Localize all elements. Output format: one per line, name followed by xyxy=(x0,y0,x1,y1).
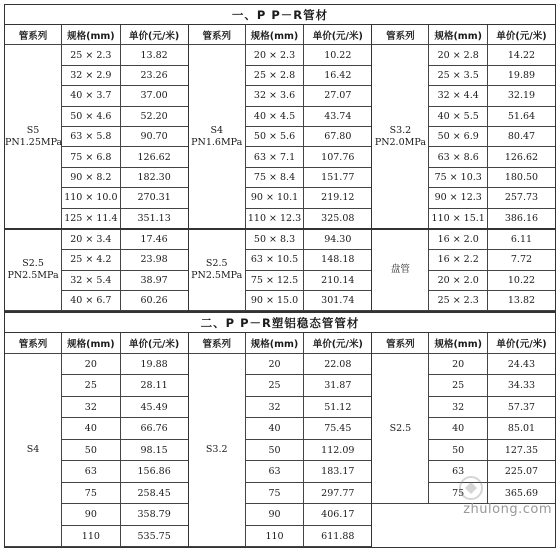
spec-cell: 40 xyxy=(62,418,120,440)
price-cell: 225.07 xyxy=(487,461,555,483)
spec-cell: 40 × 5.5 xyxy=(429,106,487,126)
column-header: 单价(元/米) xyxy=(487,333,555,353)
spec-cell: 25 × 3.5 xyxy=(429,65,487,85)
price-cell: 183.17 xyxy=(304,461,372,483)
spec-cell: 20 × 3.4 xyxy=(62,229,120,250)
price-cell: 23.98 xyxy=(120,250,188,270)
spec-cell: 75 × 12.5 xyxy=(245,270,303,290)
table-row xyxy=(372,353,555,375)
table-row xyxy=(189,229,372,250)
table-row xyxy=(189,45,372,65)
column-header: 单价(元/米) xyxy=(304,25,372,45)
spec-cell: 25 xyxy=(245,375,303,397)
spec-cell: 63 xyxy=(245,461,303,483)
spec-cell: 90 × 8.2 xyxy=(62,167,120,187)
price-table xyxy=(189,333,372,547)
price-cell: 325.08 xyxy=(304,208,372,229)
spec-cell: 63 xyxy=(62,461,120,483)
price-cell: 126.62 xyxy=(120,147,188,167)
series-cell: S3.2 PN2.0MPa xyxy=(372,45,429,229)
price-cell: 180.50 xyxy=(487,167,555,187)
price-cell: 27.07 xyxy=(304,86,372,106)
price-cell: 386.16 xyxy=(487,208,555,229)
spec-cell: 63 × 10.5 xyxy=(245,250,303,270)
price-cell: 51.12 xyxy=(304,396,372,418)
price-cell: 37.00 xyxy=(120,86,188,106)
price-cell: 94.30 xyxy=(304,229,372,250)
column-header: 管系列 xyxy=(5,25,62,45)
spec-cell: 50 × 4.6 xyxy=(62,106,120,126)
spec-cell: 20 xyxy=(62,353,120,375)
table-row xyxy=(372,229,555,250)
price-cell: 19.88 xyxy=(120,353,188,375)
price-table-row xyxy=(4,24,556,312)
price-cell: 31.87 xyxy=(304,375,372,397)
column-header: 规格(mm) xyxy=(245,333,303,353)
price-cell: 22.08 xyxy=(304,353,372,375)
spec-cell: 90 × 12.3 xyxy=(429,188,487,208)
price-cell: 66.76 xyxy=(120,418,188,440)
table-row xyxy=(5,45,188,65)
spec-cell: 90 xyxy=(62,504,120,526)
spec-cell: 63 × 7.1 xyxy=(245,147,303,167)
watermark-logo-icon xyxy=(456,473,546,503)
price-cell: 23.26 xyxy=(120,65,188,85)
spec-cell: 75 xyxy=(62,482,120,504)
spec-cell: 20 × 2.3 xyxy=(245,45,303,65)
section-pp-r-pipes xyxy=(4,4,556,312)
price-cell: 19.89 xyxy=(487,65,555,85)
column-header: 单价(元/米) xyxy=(304,333,372,353)
spec-cell: 40 × 6.7 xyxy=(62,291,120,311)
price-cell: 358.79 xyxy=(120,504,188,526)
spec-cell: 32 xyxy=(62,396,120,418)
spec-cell: 110 xyxy=(62,525,120,547)
price-cell: 611.88 xyxy=(304,525,372,547)
series-cell: S5 PN1.25MPa xyxy=(5,45,62,229)
spec-cell: 63 xyxy=(429,461,487,483)
price-cell: 7.72 xyxy=(487,250,555,270)
price-cell: 52.20 xyxy=(120,106,188,126)
spec-cell: 25 × 2.3 xyxy=(62,45,120,65)
price-cell: 14.22 xyxy=(487,45,555,65)
spec-cell: 50 × 5.6 xyxy=(245,126,303,146)
watermark-text: zhulong.com xyxy=(463,502,552,517)
series-cell: 盘管 xyxy=(372,229,429,311)
price-table xyxy=(5,25,188,311)
price-cell: 10.22 xyxy=(304,45,372,65)
price-cell: 80.47 xyxy=(487,126,555,146)
spec-cell: 40 × 4.5 xyxy=(245,106,303,126)
price-table xyxy=(372,25,555,311)
spec-cell: 32 xyxy=(429,396,487,418)
spec-cell: 16 × 2.0 xyxy=(429,229,487,250)
spec-cell: 125 × 11.4 xyxy=(62,208,120,229)
spec-cell: 50 × 6.9 xyxy=(429,126,487,146)
spec-cell: 20 × 2.8 xyxy=(429,45,487,65)
price-cell: 351.13 xyxy=(120,208,188,229)
column-header: 管系列 xyxy=(189,25,246,45)
spec-cell: 40 xyxy=(429,418,487,440)
price-cell: 24.43 xyxy=(487,353,555,375)
spec-cell: 25 × 2.3 xyxy=(429,291,487,311)
spec-cell: 25 xyxy=(429,375,487,397)
price-cell: 13.82 xyxy=(487,291,555,311)
table-row xyxy=(5,229,188,250)
price-cell: 43.74 xyxy=(304,106,372,126)
spec-cell: 110 × 12.3 xyxy=(245,208,303,229)
spec-cell: 50 xyxy=(245,439,303,461)
price-cell: 107.76 xyxy=(304,147,372,167)
price-cell: 148.18 xyxy=(304,250,372,270)
column-header: 规格(mm) xyxy=(429,25,487,45)
price-cell: 67.80 xyxy=(304,126,372,146)
price-cell: 365.69 xyxy=(487,482,555,504)
price-cell: 85.01 xyxy=(487,418,555,440)
spec-cell: 32 × 3.6 xyxy=(245,86,303,106)
column-header: 单价(元/米) xyxy=(120,25,188,45)
column-header: 规格(mm) xyxy=(62,333,120,353)
price-cell: 90.70 xyxy=(120,126,188,146)
spec-cell: 50 × 8.3 xyxy=(245,229,303,250)
spec-cell: 90 xyxy=(245,504,303,526)
series-cell: S4 PN1.6MPa xyxy=(189,45,246,229)
spec-cell: 63 × 5.8 xyxy=(62,126,120,146)
spec-cell: 110 xyxy=(245,525,303,547)
spec-cell: 40 xyxy=(245,418,303,440)
section-title: 一、P P－R管材 xyxy=(4,4,556,24)
price-cell: 10.22 xyxy=(487,270,555,290)
price-cell: 57.37 xyxy=(487,396,555,418)
spec-cell: 25 xyxy=(62,375,120,397)
price-cell: 32.19 xyxy=(487,86,555,106)
price-cell: 98.15 xyxy=(120,439,188,461)
spec-cell: 110 × 15.1 xyxy=(429,208,487,229)
price-cell: 182.30 xyxy=(120,167,188,187)
table-row xyxy=(5,353,188,375)
price-cell: 258.45 xyxy=(120,482,188,504)
price-cell: 406.17 xyxy=(304,504,372,526)
price-table xyxy=(189,25,372,311)
column-header: 管系列 xyxy=(372,333,429,353)
column-header: 单价(元/米) xyxy=(487,25,555,45)
price-cell: 75.45 xyxy=(304,418,372,440)
table-row xyxy=(372,45,555,65)
price-table xyxy=(5,333,188,547)
price-cell: 535.75 xyxy=(120,525,188,547)
price-column-2 xyxy=(189,25,373,311)
section-title: 二、P P－R塑铝稳态管管材 xyxy=(4,312,556,332)
spec-cell: 90 × 15.0 xyxy=(245,291,303,311)
spec-cell: 20 xyxy=(245,353,303,375)
spec-cell: 20 × 2.0 xyxy=(429,270,487,290)
spec-cell: 32 × 2.9 xyxy=(62,65,120,85)
price-cell: 257.73 xyxy=(487,188,555,208)
spec-cell: 75 xyxy=(429,482,487,504)
spec-cell: 75 × 8.4 xyxy=(245,167,303,187)
series-cell: S2.5 PN2.5MPa xyxy=(5,229,62,311)
price-column-3 xyxy=(372,25,555,311)
price-cell: 126.62 xyxy=(487,147,555,167)
price-column-2 xyxy=(189,333,373,547)
price-cell: 151.77 xyxy=(304,167,372,187)
series-cell: S3.2 xyxy=(189,353,246,547)
column-header: 管系列 xyxy=(5,333,62,353)
spec-cell: 32 × 4.4 xyxy=(429,86,487,106)
spec-cell: 16 × 2.2 xyxy=(429,250,487,270)
spec-cell: 90 × 10.1 xyxy=(245,188,303,208)
column-header: 规格(mm) xyxy=(245,25,303,45)
price-cell: 210.14 xyxy=(304,270,372,290)
price-cell: 297.77 xyxy=(304,482,372,504)
column-header: 规格(mm) xyxy=(429,333,487,353)
price-cell: 219.12 xyxy=(304,188,372,208)
price-cell: 6.11 xyxy=(487,229,555,250)
column-header: 管系列 xyxy=(189,333,246,353)
column-header: 管系列 xyxy=(372,25,429,45)
price-cell: 28.11 xyxy=(120,375,188,397)
price-column-1 xyxy=(5,25,189,311)
column-header: 规格(mm) xyxy=(62,25,120,45)
spec-cell: 32 xyxy=(245,396,303,418)
spec-cell: 25 × 4.2 xyxy=(62,250,120,270)
price-sheet xyxy=(4,4,556,548)
spec-cell: 75 × 10.3 xyxy=(429,167,487,187)
price-cell: 301.74 xyxy=(304,291,372,311)
price-cell: 156.86 xyxy=(120,461,188,483)
series-cell: S4 xyxy=(5,353,62,547)
price-cell: 17.46 xyxy=(120,229,188,250)
spec-cell: 32 × 5.4 xyxy=(62,270,120,290)
price-cell: 34.33 xyxy=(487,375,555,397)
price-column-1 xyxy=(5,333,189,547)
spec-cell: 75 xyxy=(245,482,303,504)
column-header: 单价(元/米) xyxy=(120,333,188,353)
price-cell: 38.97 xyxy=(120,270,188,290)
price-cell: 45.49 xyxy=(120,396,188,418)
price-cell: 13.82 xyxy=(120,45,188,65)
series-cell: S2.5 xyxy=(372,353,429,504)
spec-cell: 40 × 3.7 xyxy=(62,86,120,106)
price-cell: 112.09 xyxy=(304,439,372,461)
price-cell: 51.64 xyxy=(487,106,555,126)
spec-cell: 50 xyxy=(62,439,120,461)
table-row xyxy=(189,353,372,375)
price-cell: 16.42 xyxy=(304,65,372,85)
price-cell: 127.35 xyxy=(487,439,555,461)
series-cell: S2.5 PN2.5MPa xyxy=(189,229,246,311)
price-cell: 60.26 xyxy=(120,291,188,311)
spec-cell: 110 × 10.0 xyxy=(62,188,120,208)
spec-cell: 75 × 6.8 xyxy=(62,147,120,167)
spec-cell: 25 × 2.8 xyxy=(245,65,303,85)
spec-cell: 20 xyxy=(429,353,487,375)
spec-cell: 50 xyxy=(429,439,487,461)
spec-cell: 63 × 8.6 xyxy=(429,147,487,167)
price-cell: 270.31 xyxy=(120,188,188,208)
